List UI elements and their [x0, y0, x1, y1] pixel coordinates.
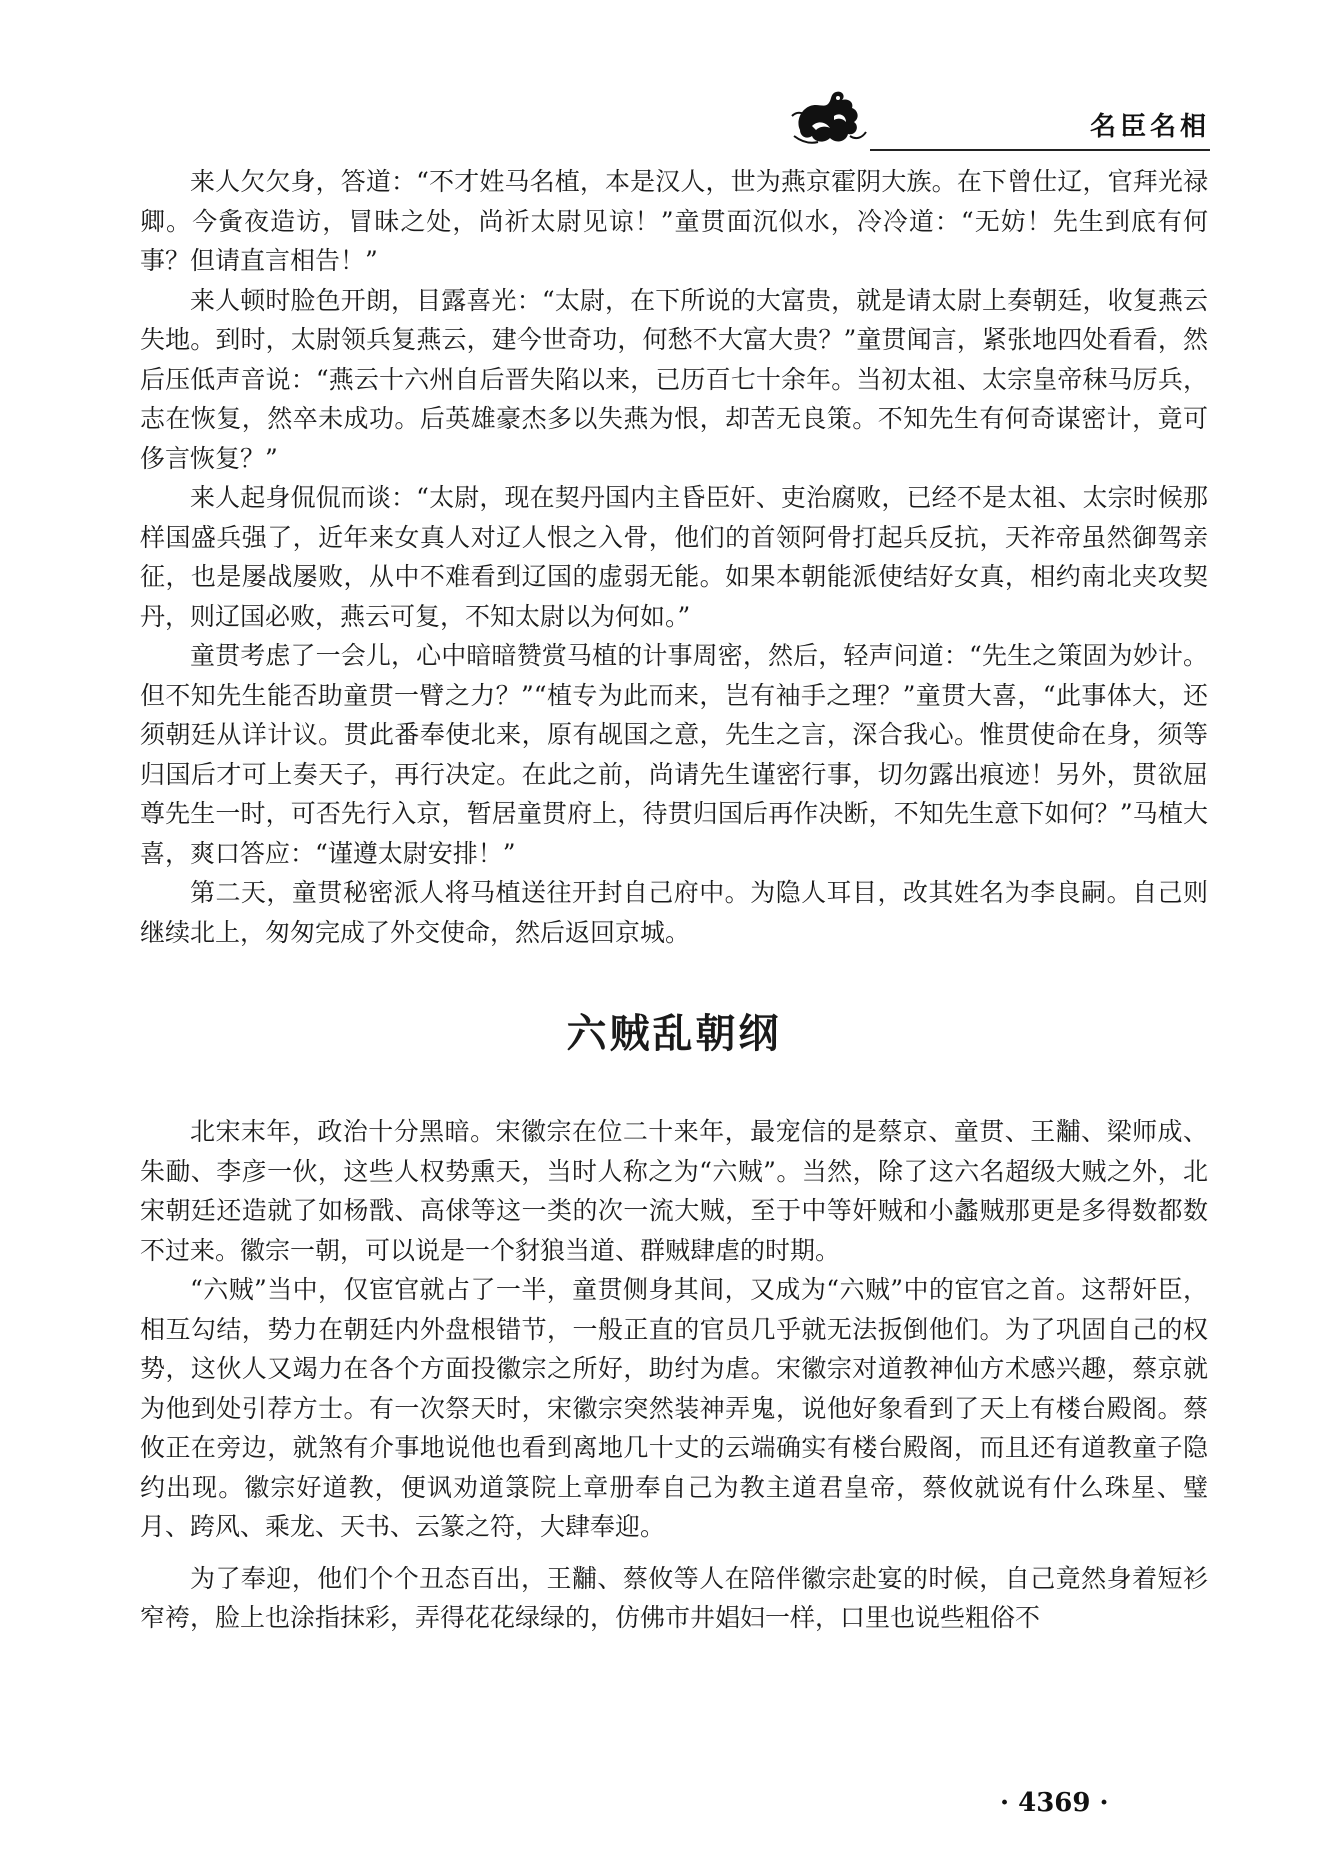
page-header: [790, 86, 1210, 152]
body-paragraph: 来人顿时脸色开朗，目露喜光：“太尉，在下所说的大富贵，就是请太尉上奏朝廷，收复燕云失地。到时，太尉领兵复燕云，建今世奇功，何愁不大富大贵？”童贯闻言，紧张地四处看看，然后压低声音说：“燕云十六州自后晋失陷以来，已历百七十余年。当初太祖、太宗皇帝秣马厉兵，志在恢复，然卒未成功。后英雄豪杰多以失燕为恨，却苦无良策。不知先生有何奇谋密计，竟可侈言恢复？”: [140, 285, 1208, 473]
body-paragraph: 来人欠欠身，答道：“不才姓马名植，本是汉人，世为燕京霍阴大族。在下曾仕辽，官拜光禄卿。今夤夜造访，冒昧之处，尚祈太尉见谅！”童贯面沉似水，冷冷道：“无妨！先生到底有何事？但请直言相告！”: [140, 167, 1208, 275]
section-header-title: 名臣名相: [1089, 112, 1210, 142]
page-number: · 4369 ·: [1000, 1788, 1109, 1818]
page-body: [140, 162, 1208, 1638]
body-paragraph: “六贼”当中，仅宦官就占了一半，童贯侧身其间，又成为“六贼”中的宦官之首。这帮奸臣，相互勾结，势力在朝廷内外盘根错节，一般正直的官员几乎就无法扳倒他们。为了巩固自己的权势，这伙人又竭力在各个方面投徽宗之所好，助纣为虐。宋徽宗对道教神仙方术感兴趣，蔡京就为他到处引荐方士。有一次祭天时，宋徽宗突然装神弄鬼，说他好象看到了天上有楼台殿阁。蔡攸正在旁边，就煞有介事地说他也看到离地几十丈的云端确实有楼台殿阁，而且还有道教童子隐约出现。徽宗好道教，便讽劝道箓院上章册奉自己为教主道君皇帝，蔡攸就说有什么珠星、璧月、跨风、乘龙、天书、云篆之符，大肆奉迎。: [140, 1275, 1208, 1541]
dragon-emblem-icon: [790, 86, 870, 150]
body-paragraph: 来人起身侃侃而谈：“太尉，现在契丹国内主昏臣奸、吏治腐败，已经不是太祖、太宗时候那样国盛兵强了，近年来女真人对辽人恨之入骨，他们的首领阿骨打起兵反抗，天祚帝虽然御驾亲征，也是屡战屡败，从中不难看到辽国的虚弱无能。如果本朝能派使结好女真，相约南北夹攻契丹，则辽国必败，燕云可复，不知太尉以为何如。”: [140, 483, 1208, 631]
header-divider: [870, 149, 1210, 151]
body-paragraph: 北宋末年，政治十分黑暗。宋徽宗在位二十来年，最宠信的是蔡京、童贯、王黼、梁师成、朱勔、李彦一伙，这些人权势熏天，当时人称之为“六贼”。当然，除了这六名超级大贼之外，北宋朝廷还造就了如杨戬、高俅等这一类的次一流大贼，至于中等奸贼和小蠡贼那更是多得数都数不过来。徽宗一朝，可以说是一个豺狼当道、群贼肆虐的时期。: [140, 1117, 1208, 1265]
body-paragraph: 为了奉迎，他们个个丑态百出，王黼、蔡攸等人在陪伴徽宗赴宴的时候，自己竟然身着短衫窄袴，脸上也涂指抹彩，弄得花花绿绿的，仿佛市井娼妇一样，口里也说些粗俗不: [140, 1563, 1208, 1632]
body-paragraph: 童贯考虑了一会儿，心中暗暗赞赏马植的计事周密，然后，轻声问道：“先生之策固为妙计。但不知先生能否助童贯一臂之力？”“植专为此而来，岂有袖手之理？”童贯大喜，“此事体大，还须朝廷从详计议。贯此番奉使北来，原有觇国之意，先生之言，深合我心。惟贯使命在身，须等归国后才可上奏天子，再行决定。在此之前，尚请先生谨密行事，切勿露出痕迹！另外，贯欲屈尊先生一时，可否先行入京，暂居童贯府上，待贯归国后再作决断，不知先生意下如何？”马植大喜，爽口答应：“谨遵太尉安排！”: [140, 641, 1208, 868]
chapter-heading: 六贼乱朝纲: [566, 1011, 782, 1057]
body-paragraph: 第二天，童贯秘密派人将马植送往开封自己府中。为隐人耳目，改其姓名为李良嗣。自己则继续北上，匆匆完成了外交使命，然后返回京城。: [140, 878, 1208, 947]
